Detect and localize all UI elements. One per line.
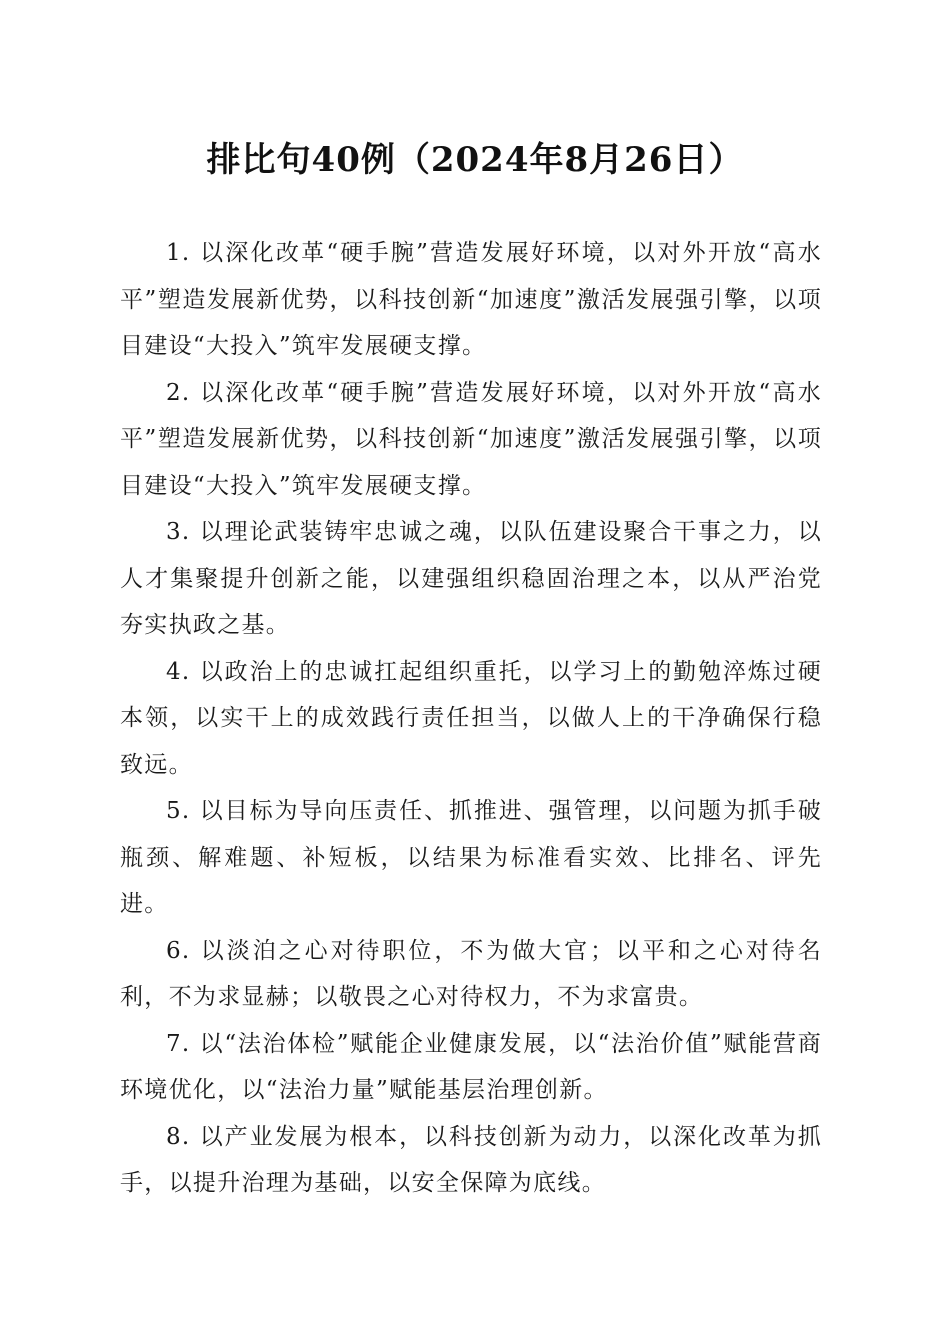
paragraph-8: 8. 以产业发展为根本，以科技创新为动力，以深化改革为抓手，以提升治理为基础，以安全保障为底线。 [120,1123,822,1196]
paragraph-1: 1. 以深化改革“硬手腕”营造发展好环境，以对外开放“高水平”塑造发展新优势，以科技创新“加速度”激活发展强引擎，以项目建设“大投入”筑牢发展硬支撑。 [120,240,822,359]
paragraph-5: 5. 以目标为导向压责任、抓推进、强管理，以问题为抓手破瓶颈、解难题、补短板，以结果为标准看实效、比排名、评先进。 [120,798,822,917]
paragraph-4: 4. 以政治上的忠诚扛起组织重托，以学习上的勤勉淬炼过硬本领，以实干上的成效践行责任担当，以做人上的干净确保行稳致远。 [120,658,822,778]
paragraph-6: 6. 以淡泊之心对待职位，不为做大官；以平和之心对待名利，不为求显赫；以敬畏之心对待权力，不为求富贵。 [120,937,822,1010]
document-title: 排比句40例（2024年8月26日） [206,140,744,180]
document-body [120,230,822,1207]
paragraph-7: 7. 以“法治体检”赋能企业健康发展，以“法治价值”赋能营商环境优化，以“法治力量”赋能基层治理创新。 [120,1030,822,1103]
paragraph-3: 3. 以理论武装铸牢忠诚之魂，以队伍建设聚合干事之力，以人才集聚提升创新之能，以建强组织稳固治理之本，以从严治党夯实执政之基。 [120,519,822,638]
paragraph-2: 2. 以深化改革“硬手腕”营造发展好环境，以对外开放“高水平”塑造发展新优势，以科技创新“加速度”激活发展强引擎，以项目建设“大投入”筑牢发展硬支撑。 [120,379,822,499]
